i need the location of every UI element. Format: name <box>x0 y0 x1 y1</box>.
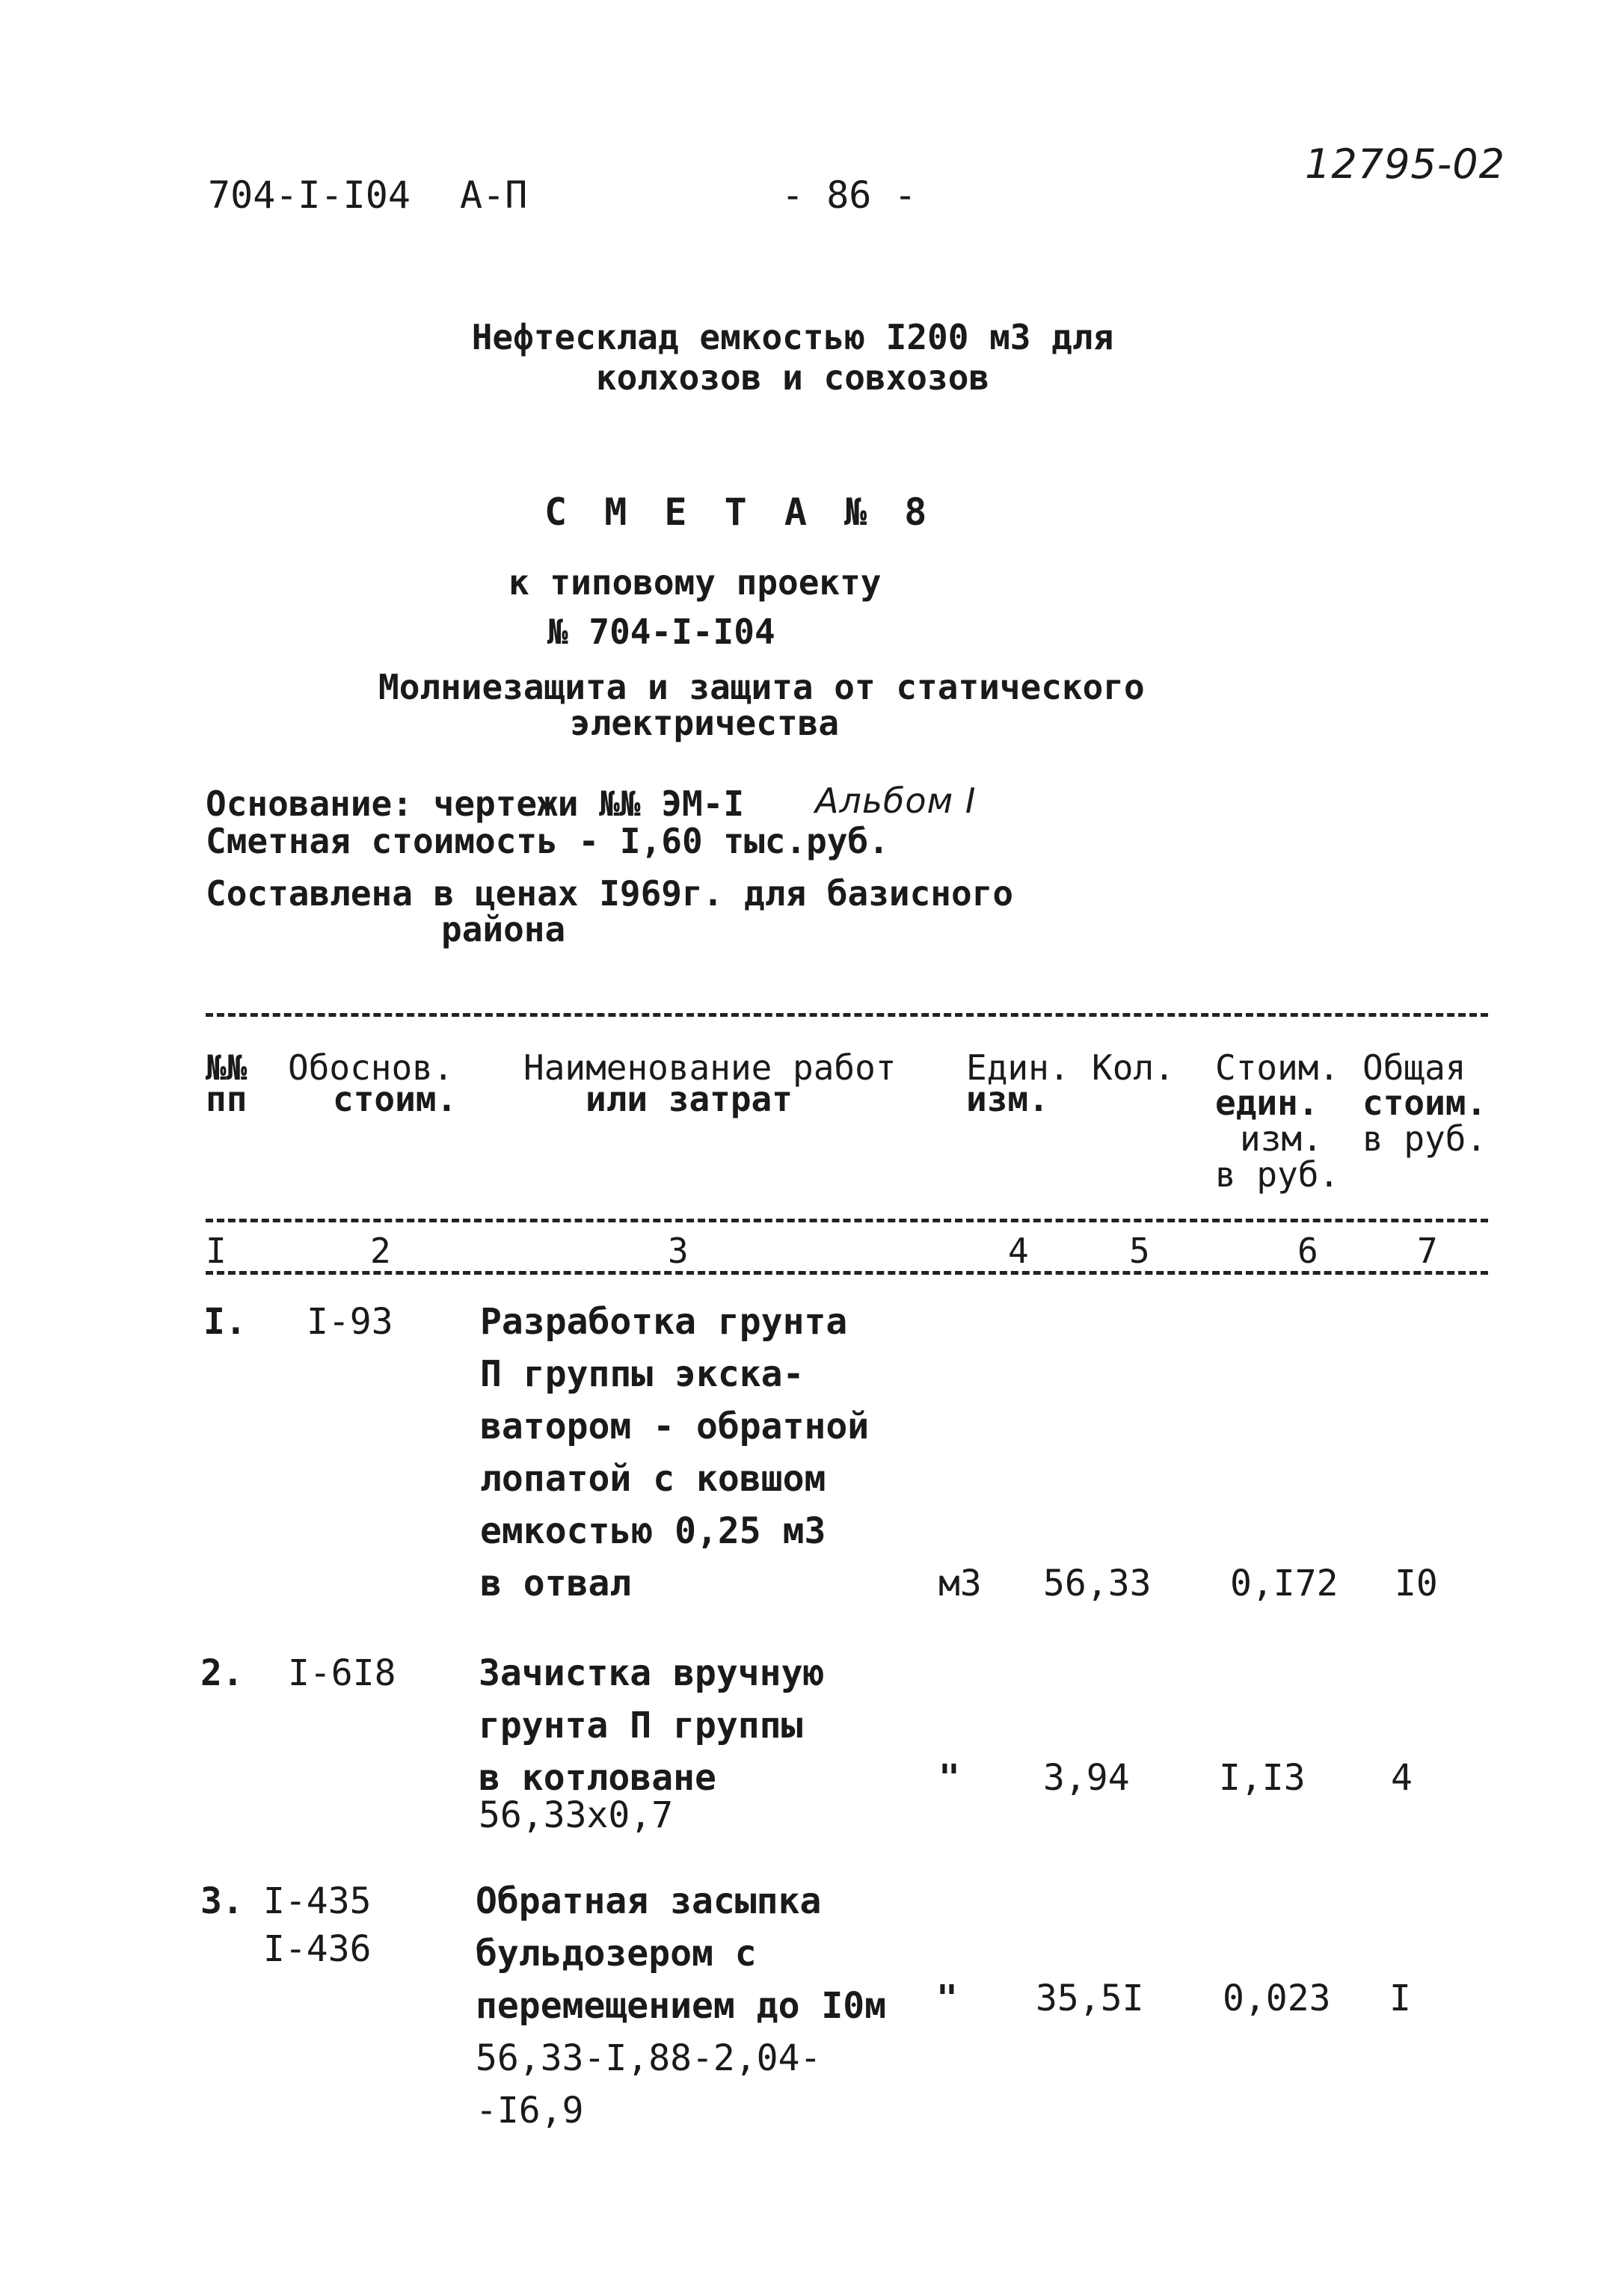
header-col4-a: Един. <box>966 1047 1070 1088</box>
object-title-line2: колхозов и совхозов <box>595 357 990 398</box>
row-quantity: 56,33 <box>1043 1563 1152 1604</box>
column-number: 2 <box>370 1231 391 1271</box>
row-name-line: Разработка грунта <box>480 1301 848 1343</box>
header-col4-b: изм. <box>966 1079 1049 1119</box>
header-col7-b: стоим. <box>1362 1083 1487 1123</box>
prices-line-2: района <box>441 909 566 950</box>
row-number: 2. <box>200 1652 244 1694</box>
row-unit-cost: 0,023 <box>1223 1978 1331 2019</box>
row-name-line: перемещением до I0м <box>476 1985 887 2027</box>
header-col3-a: Наименование работ <box>523 1047 897 1088</box>
row-number: 3. <box>200 1880 244 1922</box>
header-bottom-rule <box>206 1219 1488 1222</box>
row-number: I. <box>203 1301 247 1343</box>
header-col5-a: Кол. <box>1092 1047 1175 1088</box>
header-col1-a: №№ <box>206 1047 248 1088</box>
header-col2-b: стоим. <box>333 1079 458 1119</box>
row-basis: I-435 <box>263 1880 372 1922</box>
prices-line-1: Составлена в ценах I969г. для базисного <box>206 873 1014 914</box>
row-unit-cost: 0,I72 <box>1230 1563 1339 1604</box>
row-name-line: емкостью 0,25 м3 <box>480 1510 826 1552</box>
subtitle-project: к типовому проекту <box>508 562 882 603</box>
row-name-line: 56,33-I,88-2,04- <box>476 2037 822 2079</box>
column-number: 5 <box>1129 1231 1150 1271</box>
row-name-line: 56,33х0,7 <box>479 1794 674 1836</box>
row-name-line: П группы экска- <box>480 1353 805 1395</box>
row-name-line: лопатой с ковшом <box>480 1458 826 1500</box>
row-unit: м3 <box>938 1563 982 1604</box>
row-name-line: -I6,9 <box>476 2090 584 2132</box>
row-basis: I-436 <box>263 1928 372 1970</box>
basis-handwritten: Альбом I <box>815 781 977 821</box>
row-name-line: Зачистка вручную <box>479 1652 825 1694</box>
column-number: I <box>206 1231 227 1271</box>
row-basis: I-6I8 <box>288 1652 396 1694</box>
object-title-line1: Нефтесклад емкостью I200 м3 для <box>471 317 1114 357</box>
row-name-line: в котловане <box>479 1757 716 1799</box>
row-basis: I-93 <box>307 1301 393 1343</box>
column-number: 6 <box>1297 1231 1318 1271</box>
row-total-cost: I0 <box>1395 1563 1438 1604</box>
subtitle-project-number: № 704-I-I04 <box>547 612 775 652</box>
column-numbers-rule <box>206 1271 1488 1275</box>
header-col7-c: в руб. <box>1362 1118 1487 1159</box>
row-total-cost: 4 <box>1391 1757 1413 1799</box>
row-total-cost: I <box>1389 1978 1411 2019</box>
column-number: 7 <box>1417 1231 1438 1271</box>
header-col6-b: един. <box>1215 1083 1319 1123</box>
row-quantity: 3,94 <box>1043 1757 1130 1799</box>
estimated-cost: Сметная стоимость - I,60 тыс.руб. <box>206 821 889 861</box>
inventory-number: 12795-02 <box>1305 141 1505 188</box>
row-unit-cost: I,I3 <box>1219 1757 1306 1799</box>
row-name-line: Обратная засыпка <box>476 1880 822 1922</box>
row-name-line: грунта П группы <box>479 1705 803 1746</box>
subtitle-section: Молниезащита и защита от статического <box>378 667 1145 707</box>
row-name-line: ватором - обратной <box>480 1406 870 1447</box>
column-number: 4 <box>1008 1231 1029 1271</box>
subtitle-section-2: электричества <box>570 703 840 743</box>
row-quantity: 35,5I <box>1036 1978 1144 2019</box>
row-unit-ditto: " <box>938 1757 960 1799</box>
header-col7-a: Общая <box>1362 1047 1466 1088</box>
album-code: А-П <box>460 173 528 217</box>
row-unit-ditto: " <box>936 1978 958 2019</box>
smeta-title: С М Е Т А № 8 <box>544 490 935 534</box>
column-number: 3 <box>668 1231 689 1271</box>
header-col2-a: Обоснов. <box>288 1047 454 1088</box>
page-number: - 86 - <box>781 173 917 217</box>
header-col3-b: или затрат <box>586 1079 793 1119</box>
doc-code: 704-I-I04 <box>208 173 411 217</box>
header-col1-b: пп <box>206 1079 248 1119</box>
basis-line: Основание: чертежи №№ ЭМ-I <box>206 784 745 824</box>
row-name-line: бульдозером с <box>476 1933 757 1975</box>
row-name-line: в отвал <box>480 1563 632 1604</box>
header-col6-c: изм. <box>1240 1118 1323 1159</box>
header-col6-d: в руб. <box>1215 1154 1340 1195</box>
header-col6-a: Стоим. <box>1215 1047 1340 1088</box>
table-top-rule <box>206 1013 1488 1017</box>
